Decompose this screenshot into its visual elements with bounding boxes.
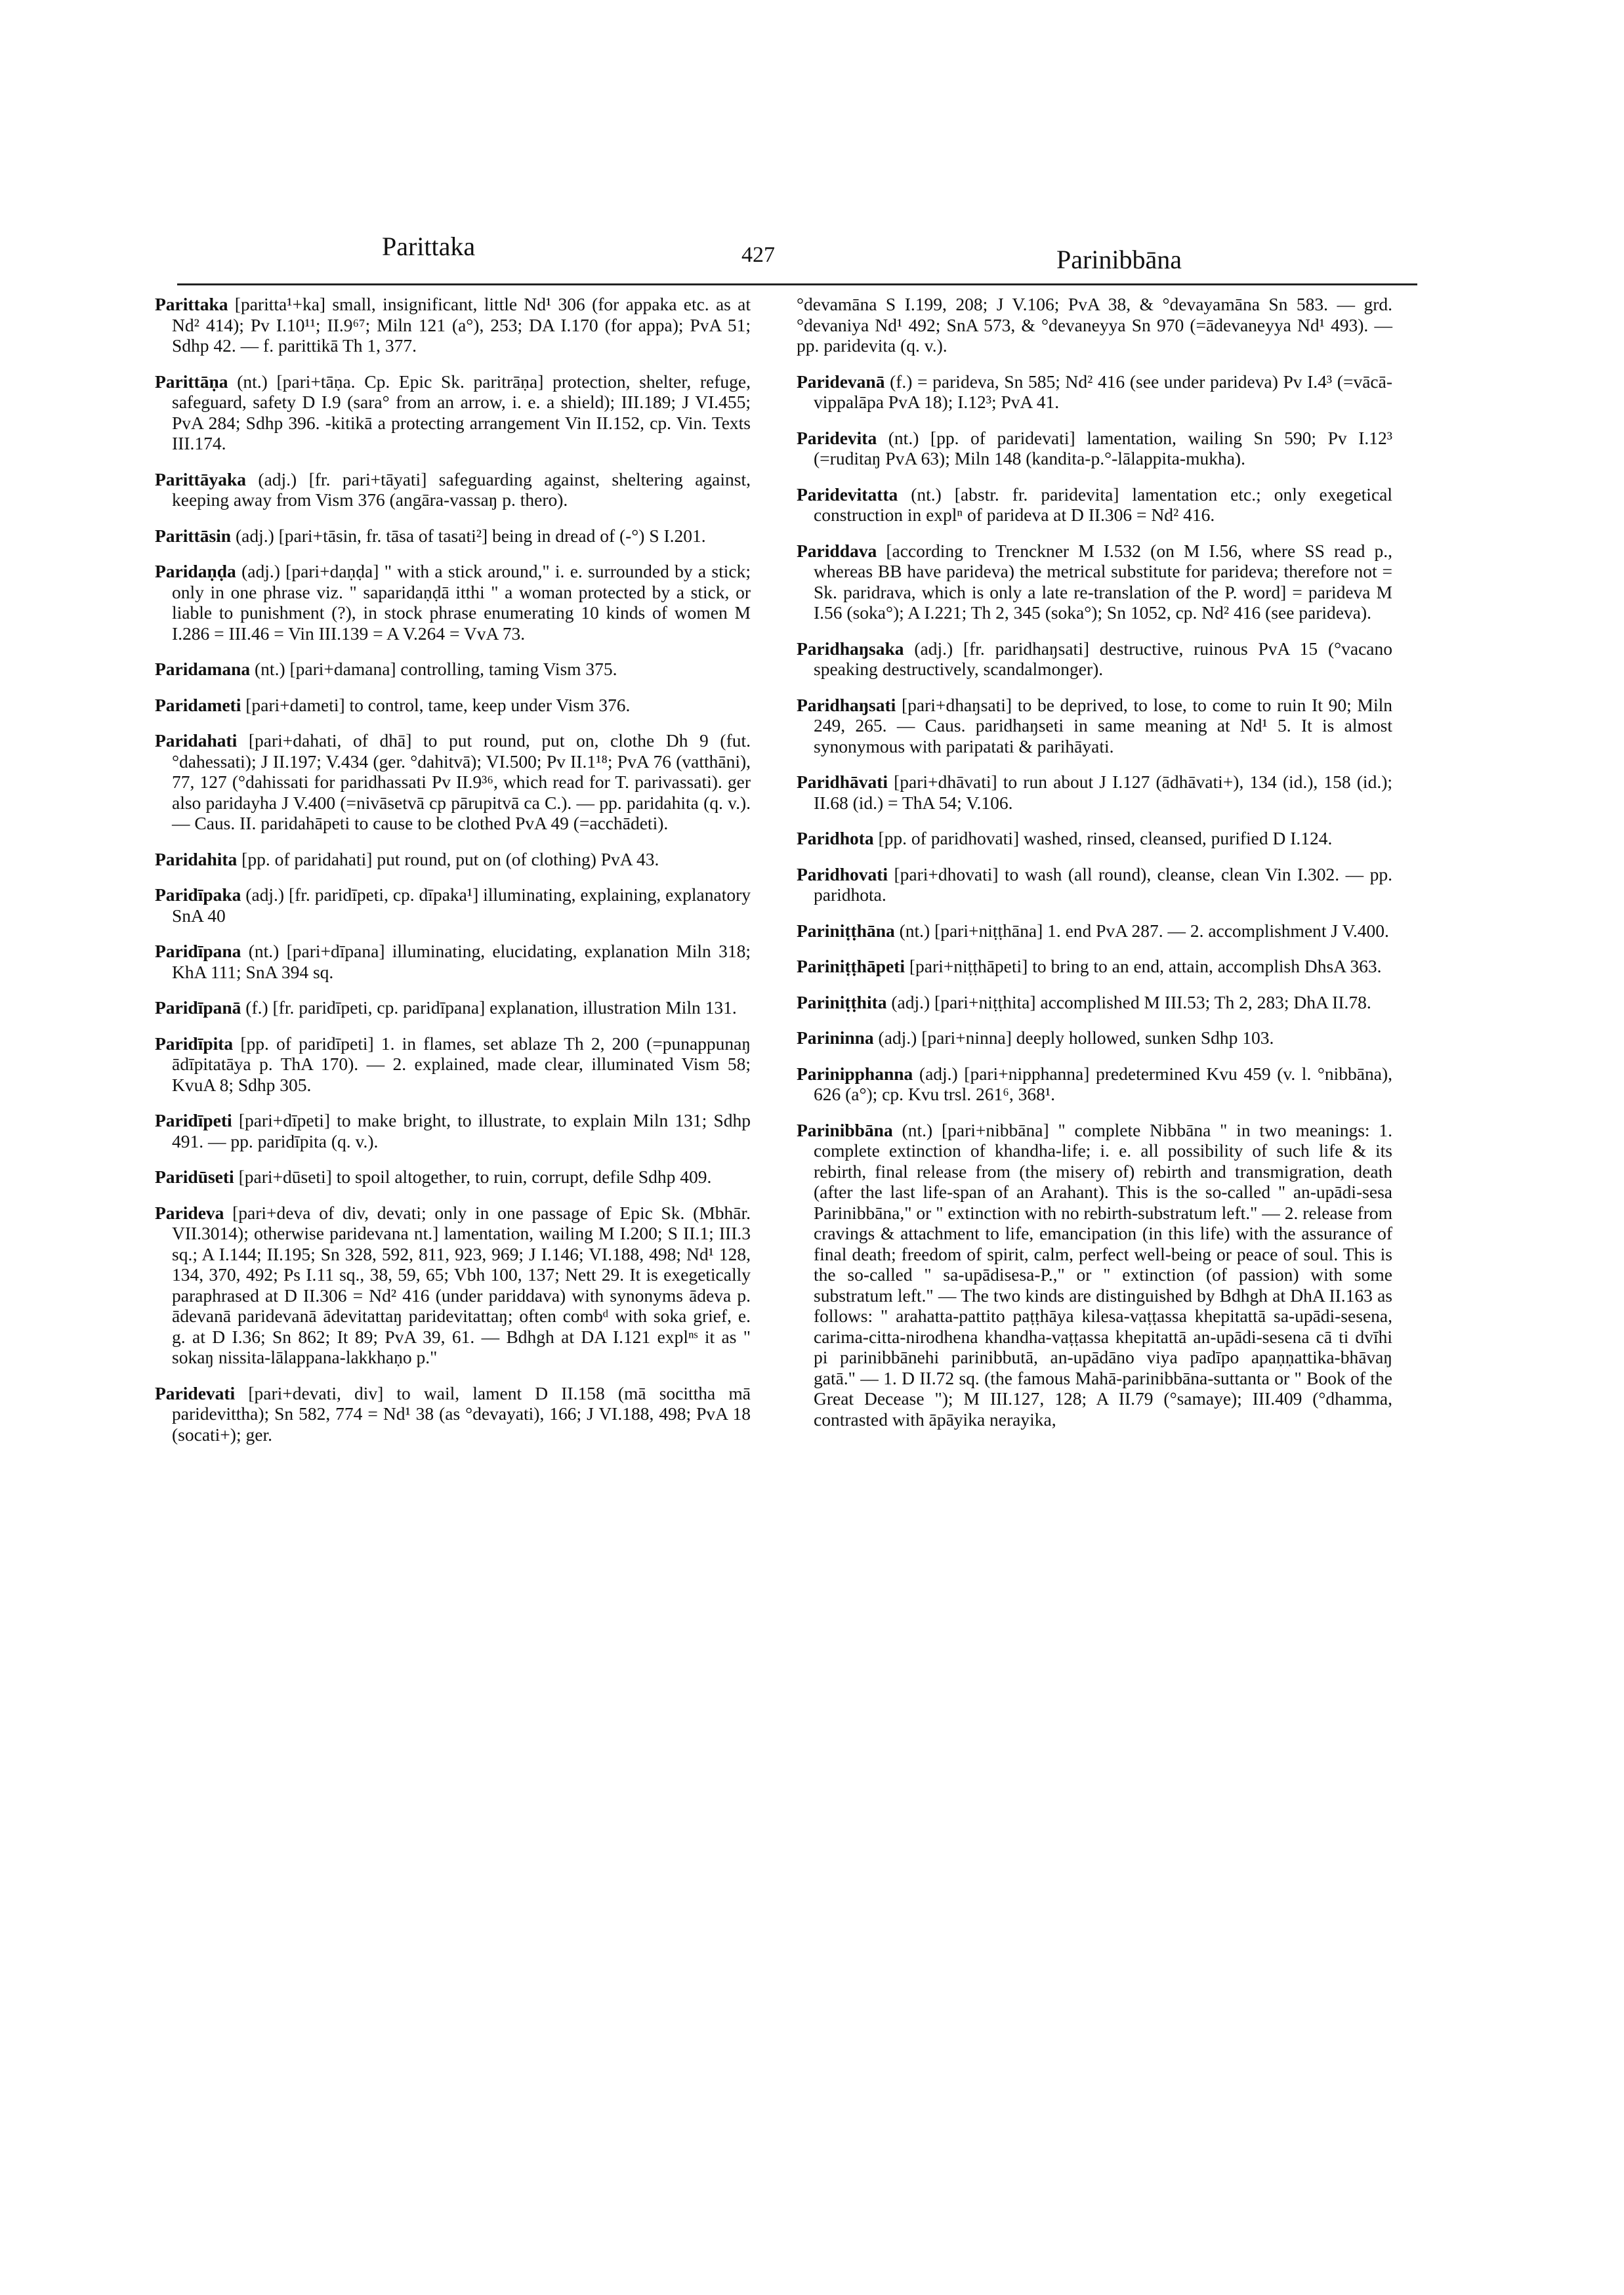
entry-text: [paritta¹+ka] small, insignificant, little Nd¹ 306 (for appaka etc. as at Nd² 414); Pv I.10¹¹; II.9⁶⁷; Miln 121 (a°), 253; DA I.170 (for appa); PvA 51; Sdhp 42. — f. parittikā Th 1, 377. xyxy=(172,294,751,356)
entry-headword: Parinibbāna xyxy=(797,1119,893,1140)
dictionary-entry xyxy=(155,659,751,680)
right-column xyxy=(797,294,1392,1445)
entry-text: (adj.) [fr. pari+tāyati] safeguarding against, sheltering against, keeping away from Vism 376 (angāra-vassaŋ p. thero). xyxy=(172,468,751,510)
entry-text: [according to Trenckner M I.532 (on M I.56, where SS read p., whereas BB have parideva) the metrical substitute for parideva; therefore not = Sk. paridrava, which is only a late re-translation of the P. word] = parideva M I.56 (soka°); A I.221; Th 2, 345 (soka°); Sn 1052, cp. Nd² 416 (see parideva). xyxy=(814,540,1392,623)
entry-text: [pari+deva of div, devati; only in one passage of Epic Sk. (Mbhār. VII.3014); otherwise paridevana nt.] lamentation, wailing M I.200; S II.1; III.3 sq.; A I.144; II.195; Sn 328, 592, 811, 923, 969; J I.146; VI.188, 498; Nd¹ 128, 134, 370, 492; Ps I.11 sq., 38, 59, 65; Vbh 100, 137; Nett 29. It is exegetically paraphrased at D II.306 = Nd² 416 (under pariddava) with synonyms ādeva p. ādevanā paridevanā ādevitattaŋ paridevitattaŋ; often combᵈ with soka grief, e. g. at D I.36; Sn 862; It 89; PvA 39, 61. — Bdhgh at DA I.121 explⁿˢ it as " sokaŋ nissita-lālappana-lakkhaṇo p." xyxy=(172,1202,751,1367)
page-number: 427 xyxy=(741,243,775,267)
entry-headword: Parininna xyxy=(797,1027,874,1048)
dictionary-entry xyxy=(797,1064,1392,1105)
entry-text: (adj.) [fr. paridhaŋsati] destructive, ruinous PvA 15 (°vacano speaking destructively, scandalmonger). xyxy=(814,638,1392,679)
entry-headword: Parittāsin xyxy=(155,525,232,546)
dictionary-entry xyxy=(797,1027,1392,1048)
dictionary-entry xyxy=(797,695,1392,757)
entry-headword: Parittaka xyxy=(155,294,228,314)
dictionary-entry xyxy=(797,864,1392,905)
dictionary-entry xyxy=(155,469,751,510)
dictionary-entry xyxy=(797,772,1392,813)
entry-text: [pari+dūseti] to spoil altogether, to ruin, corrupt, defile Sdhp 409. xyxy=(234,1167,712,1187)
page-header xyxy=(177,231,1417,285)
entry-headword: Parittāṇa xyxy=(155,371,228,392)
entry-text: (nt.) [abstr. fr. paridevita] lamentation etc.; only exegetical construction in explⁿ of parideva at D II.306 = Nd² 416. xyxy=(814,484,1392,525)
entry-text: (adj.) [pari+tāsin, fr. tāsa of tasati²] being in dread of (-°) S I.201. xyxy=(231,525,706,546)
entry-text: [pari+devati, div] to wail, lament D II.158 (mā socittha mā paridevittha); Sn 582, 774 = Nd¹ 38 (as °devayati), 166; J VI.188, 498; PvA 18 (socati+); ger. xyxy=(172,1382,751,1445)
dictionary-entry xyxy=(155,561,751,644)
dictionary-entry xyxy=(155,941,751,982)
entry-headword: Paridhaŋsati xyxy=(797,694,896,715)
entry-headword: Pariniṭṭhāpeti xyxy=(797,956,905,976)
entry-headword: Paridīpeti xyxy=(155,1110,232,1130)
entry-headword: Paridahati xyxy=(155,730,238,751)
dictionary-entry xyxy=(155,1383,751,1445)
entry-text: (f.) = parideva, Sn 585; Nd² 416 (see under parideva) Pv I.4³ (=vācā-vippalāpa PvA 18); I.12³; PvA 41. xyxy=(814,371,1392,412)
dictionary-entry xyxy=(155,1033,751,1096)
entry-headword: Paridevanā xyxy=(797,371,885,392)
dictionary-entry xyxy=(155,730,751,834)
entry-text: [pari+dhaŋsati] to be deprived, to lose, to come to ruin It 90; Miln 249, 265. — Caus. paridhaŋseti in same meaning at Nd¹ 5. It is almost synonymous with paripatati & parihāyati. xyxy=(814,694,1392,756)
entry-text: (nt.) [pari+nibbāna] " complete Nibbāna " in two meanings: 1. complete extinction of khandha-life; i. e. all possibility of such life & its rebirth, final release from (the misery of) rebirth and transmigration, death (after the last life-span of an Arahant). This is the so-called " an-upādi-sesa Parinibbāna," or " extinction with no rebirth-substratum left." — 2. release from cravings & attachment to life, emancipation (in this life) with the assurance of final death; freedom of spirit, calm, perfect well-being or peace of soul. This is the so-called " sa-upādisesa-P.," or " extinction (of passion) with some substratum left." — The two kinds are distinguished by Bdhgh at DhA II.163 as follows: " arahatta-pattito paṭṭhāya kilesa-vaṭṭassa khepitattā sa-upādi-sesena, carima-citta-nirodhena khandha-vaṭṭassa khepitattā an-upādi-sesena cā ti dvīhi pi parinibbānehi parinibbutā, an-upādāno viya padīpo apaṇṇattika-bhāvaŋ gatā." — 1. D II.72 sq. (the famous Mahā-parinibbāna-suttanta or " Book of the Great Decease "); M III.127, 128; A II.79 (°samaye); III.409 (°dhamma, contrasted with āpāyika nerayika, xyxy=(814,1119,1392,1430)
entry-headword: Parittāyaka xyxy=(155,468,247,489)
entry-headword: Parideva xyxy=(155,1202,224,1223)
entry-text: [pari+dhovati] to wash (all round), cleanse, clean Vin I.302. — pp. paridhota. xyxy=(814,863,1392,905)
entry-text: [pp. of paridahati] put round, put on (of clothing) PvA 43. xyxy=(237,848,659,869)
dictionary-entry xyxy=(797,371,1392,413)
dictionary-entry xyxy=(797,1120,1392,1430)
entry-text: (adj.) [pari+niṭṭhita] accomplished M III.53; Th 2, 283; DhA II.78. xyxy=(886,991,1371,1012)
entry-text: (f.) [fr. paridīpeti, cp. paridīpana] explanation, illustration Miln 131. xyxy=(241,997,737,1018)
dictionary-entry xyxy=(155,884,751,926)
dictionary-entry xyxy=(155,1203,751,1368)
entry-headword: Paridaṇḍa xyxy=(155,561,236,581)
dictionary-entry xyxy=(155,1167,751,1188)
entry-text: °devamāna S I.199, 208; J V.106; PvA 38, & °devayamāna Sn 583. — grd. °devaniya Nd¹ 492; SnA 573, & °devaneyya Sn 970 (=ādevaneyya Nd¹ 493). — pp. paridevita (q. v.). xyxy=(797,294,1392,356)
entry-headword: Pariniṭṭhita xyxy=(797,991,887,1012)
dictionary-entry xyxy=(797,294,1392,356)
dictionary-entry xyxy=(797,638,1392,680)
header-right-guideword: Parinibbāna xyxy=(1056,245,1182,274)
left-column xyxy=(155,294,751,1460)
entry-text: (nt.) [pari+dīpana] illuminating, elucidating, explanation Miln 318; KhA 111; SnA 394 sq. xyxy=(172,941,751,982)
entry-headword: Pariniṭṭhāna xyxy=(797,920,895,941)
entry-text: (adj.) [pari+nipphanna] predetermined Kvu 459 (v. l. °nibbāna), 626 (a°); cp. Kvu trsl. 261⁶, 368¹. xyxy=(814,1063,1392,1104)
dictionary-entry xyxy=(155,1110,751,1151)
dictionary-entry xyxy=(797,920,1392,941)
entry-text: [pari+dīpeti] to make bright, to illustrate, to explain Miln 131; Sdhp 491. — pp. paridīpita (q. v.). xyxy=(172,1110,751,1151)
entry-text: (nt.) [pari+tāṇa. Cp. Epic Sk. paritrāṇa] protection, shelter, refuge, safeguard, safety D I.9 (sara° from an arrow, i. e. a shield); III.189; J VI.455; PvA 284; Sdhp 396. -kitikā a protecting arrangement Vin II.152, cp. Vin. Texts III.174. xyxy=(172,371,751,453)
entry-text: [pari+dameti] to control, tame, keep under Vism 376. xyxy=(241,694,631,715)
entry-text: (adj.) [pari+ninna] deeply hollowed, sunken Sdhp 103. xyxy=(873,1027,1274,1048)
entry-text: (nt.) [pari+damana] controlling, taming Vism 375. xyxy=(250,659,617,679)
entry-headword: Paridīpanā xyxy=(155,997,241,1018)
entry-text: (adj.) [fr. paridīpeti, cp. dīpaka¹] illuminating, explaining, explanatory SnA 40 xyxy=(172,884,751,926)
entry-headword: Paridīpita xyxy=(155,1033,234,1054)
entry-headword: Paridevita xyxy=(797,427,877,448)
entry-text: [pari+niṭṭhāpeti] to bring to an end, attain, accomplish DhsA 363. xyxy=(905,956,1382,976)
dictionary-entry xyxy=(155,526,751,547)
dictionary-entry xyxy=(155,695,751,716)
entry-headword: Paridahita xyxy=(155,848,238,869)
dictionary-entry xyxy=(797,956,1392,977)
entry-text: [pp. of paridīpeti] 1. in flames, set ablaze Th 2, 200 (=punappunaŋ ādīpitatāya p. ThA 170). — 2. explained, made clear, illuminated Vism 58; KvuA 8; Sdhp 305. xyxy=(172,1033,751,1095)
dictionary-entry xyxy=(797,428,1392,469)
dictionary-entry xyxy=(155,371,751,454)
entry-headword: Paridīpana xyxy=(155,941,241,961)
entry-text: [pari+dhāvati] to run about J I.127 (ādhāvati+), 134 (id.), 158 (id.); II.68 (id.) = ThA 54; V.106. xyxy=(814,772,1392,813)
dictionary-entry xyxy=(155,997,751,1018)
entry-text: (nt.) [pp. of paridevati] lamentation, wailing Sn 590; Pv I.12³ (=ruditaŋ PvA 63); Miln 148 (kandita-p.°-lālappita-mukha). xyxy=(814,427,1392,468)
dictionary-entry xyxy=(155,294,751,356)
header-left-guideword: Parittaka xyxy=(382,232,476,261)
dictionary-entry xyxy=(797,992,1392,1013)
dictionary-entry xyxy=(797,484,1392,526)
entry-headword: Paridamana xyxy=(155,659,251,679)
entry-headword: Parinipphanna xyxy=(797,1063,913,1084)
entry-headword: Paridevitatta xyxy=(797,484,898,505)
entry-headword: Paridhāvati xyxy=(797,772,888,792)
entry-text: (adj.) [pari+daṇḍa] " with a stick around," i. e. surrounded by a stick; only in one phrase viz. " saparidaṇḍā itthi " a woman protected by a stick, or liable to punishment (?), in stock phrase enumerating 10 kinds of women M I.286 = III.46 = Vin III.139 = A V.264 = VvA 73. xyxy=(172,561,751,644)
entry-headword: Paridhaŋsaka xyxy=(797,638,904,659)
entry-headword: Pariddava xyxy=(797,540,877,561)
entry-text: [pari+dahati, of dhā] to put round, put on, clothe Dh 9 (fut. °dahessati); J II.197; V.434 (ger. °dahitvā); VI.500; Pv II.1¹⁸; PvA 76 (vatthāni), 77, 127 (°dahissati for paridhassati Pv II.9³⁶, which read for T. parivassati). ger also paridayha J V.400 (=nivāsetvā cp pārupitvā ca C.). — pp. paridahita (q. v.). — Caus. II. paridahāpeti to cause to be clothed PvA 49 (=acchādeti). xyxy=(172,730,751,833)
dictionary-entry xyxy=(797,828,1392,849)
entry-headword: Paridīpaka xyxy=(155,884,241,905)
entry-headword: Paridameti xyxy=(155,694,241,715)
entry-text: (nt.) [pari+niṭṭhāna] 1. end PvA 287. — 2. accomplishment J V.400. xyxy=(894,920,1389,941)
entry-headword: Paridhota xyxy=(797,828,874,848)
entry-text: [pp. of paridhovati] washed, rinsed, cleansed, purified D I.124. xyxy=(873,828,1333,848)
entry-headword: Paridūseti xyxy=(155,1167,234,1187)
entry-headword: Paridhovati xyxy=(797,863,888,884)
dictionary-entry xyxy=(155,849,751,870)
dictionary-entry xyxy=(797,541,1392,623)
entry-headword: Paridevati xyxy=(155,1382,236,1403)
